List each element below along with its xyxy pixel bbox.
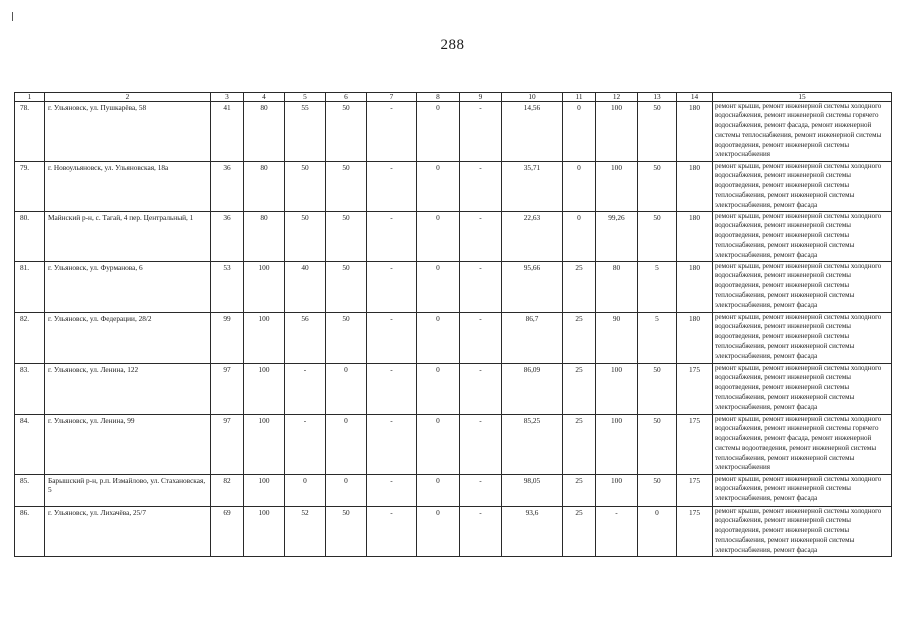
value-cell: - bbox=[285, 363, 326, 414]
value-cell: 80 bbox=[244, 161, 285, 211]
header-cell: 6 bbox=[326, 93, 367, 102]
works-cell: ремонт крыши, ремонт инженерной системы холодного водоснабжения, ремонт инженерной системы водоотведения, ремонт инженерной системы теплоснабжения, ремонт инженерной системы электроснабжения, ремонт фасада bbox=[713, 506, 892, 556]
value-cell: 175 bbox=[677, 363, 713, 414]
table-row bbox=[15, 363, 892, 414]
value-cell: 98,05 bbox=[502, 474, 563, 506]
address-cell: г. Ульяновск, ул. Лихачёва, 25/7 bbox=[45, 506, 211, 556]
row-number: 78. bbox=[15, 101, 45, 161]
value-cell: 25 bbox=[563, 474, 596, 506]
value-cell: 99 bbox=[211, 312, 244, 363]
value-cell: 80 bbox=[244, 211, 285, 261]
header-cell: 5 bbox=[285, 93, 326, 102]
table-row bbox=[15, 261, 892, 312]
value-cell: 180 bbox=[677, 312, 713, 363]
value-cell: - bbox=[460, 363, 502, 414]
value-cell: 22,63 bbox=[502, 211, 563, 261]
value-cell: 0 bbox=[326, 363, 367, 414]
header-cell: 4 bbox=[244, 93, 285, 102]
value-cell: 50 bbox=[638, 474, 677, 506]
page-number: 288 bbox=[440, 37, 465, 53]
value-cell: 25 bbox=[563, 261, 596, 312]
header-cell: 12 bbox=[596, 93, 638, 102]
value-cell: 50 bbox=[326, 506, 367, 556]
value-cell: 5 bbox=[638, 312, 677, 363]
value-cell: - bbox=[460, 101, 502, 161]
header-cell: 15 bbox=[713, 93, 892, 102]
table-row bbox=[15, 161, 892, 211]
value-cell: 0 bbox=[417, 414, 460, 474]
address-cell: г. Новоульяновск, ул. Ульяновская, 18а bbox=[45, 161, 211, 211]
value-cell: - bbox=[460, 261, 502, 312]
value-cell: 100 bbox=[244, 414, 285, 474]
value-cell: - bbox=[460, 506, 502, 556]
row-number: 79. bbox=[15, 161, 45, 211]
value-cell: 80 bbox=[244, 101, 285, 161]
row-number: 86. bbox=[15, 506, 45, 556]
works-cell: ремонт крыши, ремонт инженерной системы холодного водоснабжения, ремонт инженерной системы электроснабжения, ремонт фасада bbox=[713, 474, 892, 506]
value-cell: 25 bbox=[563, 506, 596, 556]
value-cell: 180 bbox=[677, 211, 713, 261]
address-cell: г. Ульяновск, ул. Федерации, 28/2 bbox=[45, 312, 211, 363]
value-cell: - bbox=[460, 312, 502, 363]
value-cell: - bbox=[367, 414, 417, 474]
value-cell: - bbox=[367, 312, 417, 363]
value-cell: - bbox=[460, 211, 502, 261]
value-cell: 14,56 bbox=[502, 101, 563, 161]
value-cell: 82 bbox=[211, 474, 244, 506]
value-cell: - bbox=[367, 474, 417, 506]
value-cell: - bbox=[367, 101, 417, 161]
row-number: 85. bbox=[15, 474, 45, 506]
value-cell: - bbox=[367, 363, 417, 414]
value-cell: 100 bbox=[596, 101, 638, 161]
header-cell: 13 bbox=[638, 93, 677, 102]
works-cell: ремонт крыши, ремонт инженерной системы холодного водоснабжения, ремонт инженерной системы водоотведения, ремонт инженерной системы теплоснабжения, ремонт инженерной системы электроснабжения, ремонт фасада bbox=[713, 363, 892, 414]
value-cell: - bbox=[367, 506, 417, 556]
value-cell: - bbox=[460, 474, 502, 506]
header-cell: 9 bbox=[460, 93, 502, 102]
row-number: 84. bbox=[15, 414, 45, 474]
address-cell: Майнский р-н, с. Тагай, 4 пер. Центральный, 1 bbox=[45, 211, 211, 261]
value-cell: 80 bbox=[596, 261, 638, 312]
address-cell: г. Ульяновск, ул. Фурманова, 6 bbox=[45, 261, 211, 312]
address-cell: г. Ульяновск, ул. Ленина, 122 bbox=[45, 363, 211, 414]
value-cell: 180 bbox=[677, 261, 713, 312]
value-cell: 175 bbox=[677, 474, 713, 506]
works-cell: ремонт крыши, ремонт инженерной системы холодного водоснабжения, ремонт инженерной системы водоотведения, ремонт инженерной системы теплоснабжения, ремонт инженерной системы электроснабжения, ремонт фасада bbox=[713, 161, 892, 211]
works-cell: ремонт крыши, ремонт инженерной системы холодного водоснабжения, ремонт инженерной системы горячего водоснабжения, ремонт фасада, ремонт инженерной системы теплоснабжения, ремонт инженерной системы водоотведения, ремонт инженерной системы электроснабжения bbox=[713, 101, 892, 161]
header-cell: 7 bbox=[367, 93, 417, 102]
value-cell: 50 bbox=[638, 414, 677, 474]
table-row bbox=[15, 414, 892, 474]
table-row bbox=[15, 312, 892, 363]
value-cell: 0 bbox=[417, 101, 460, 161]
header-cell: 10 bbox=[502, 93, 563, 102]
value-cell: 93,6 bbox=[502, 506, 563, 556]
scan-mark bbox=[12, 12, 13, 21]
value-cell: 50 bbox=[638, 211, 677, 261]
value-cell: 50 bbox=[638, 101, 677, 161]
header-row bbox=[15, 93, 892, 102]
value-cell: - bbox=[367, 261, 417, 312]
value-cell: 53 bbox=[211, 261, 244, 312]
value-cell: 175 bbox=[677, 414, 713, 474]
address-cell: г. Ульяновск, ул. Пушкарёва, 58 bbox=[45, 101, 211, 161]
value-cell: - bbox=[367, 161, 417, 211]
value-cell: 50 bbox=[285, 211, 326, 261]
works-cell: ремонт крыши, ремонт инженерной системы холодного водоснабжения, ремонт инженерной системы водоотведения, ремонт инженерной системы теплоснабжения, ремонт инженерной системы электроснабжения, ремонт фасада bbox=[713, 211, 892, 261]
value-cell: 99,26 bbox=[596, 211, 638, 261]
value-cell: 50 bbox=[326, 101, 367, 161]
value-cell: 100 bbox=[596, 474, 638, 506]
value-cell: 50 bbox=[638, 363, 677, 414]
value-cell: - bbox=[596, 506, 638, 556]
works-cell: ремонт крыши, ремонт инженерной системы холодного водоснабжения, ремонт инженерной системы водоотведения, ремонт инженерной системы теплоснабжения, ремонт инженерной системы электроснабжения, ремонт фасада bbox=[713, 312, 892, 363]
header-cell: 14 bbox=[677, 93, 713, 102]
works-cell: ремонт крыши, ремонт инженерной системы холодного водоснабжения, ремонт инженерной системы горячего водоснабжения, ремонт фасада, ремонт инженерной системы водоотведения, ремонт инженерной системы теплоснабжения, ремонт инженерной системы электроснабжения bbox=[713, 414, 892, 474]
header-cell: 3 bbox=[211, 93, 244, 102]
header-cell: 11 bbox=[563, 93, 596, 102]
value-cell: 55 bbox=[285, 101, 326, 161]
value-cell: - bbox=[285, 414, 326, 474]
value-cell: 25 bbox=[563, 363, 596, 414]
value-cell: 100 bbox=[244, 312, 285, 363]
value-cell: 5 bbox=[638, 261, 677, 312]
value-cell: 69 bbox=[211, 506, 244, 556]
value-cell: - bbox=[367, 211, 417, 261]
value-cell: 25 bbox=[563, 414, 596, 474]
value-cell: 0 bbox=[563, 161, 596, 211]
value-cell: 40 bbox=[285, 261, 326, 312]
value-cell: 35,71 bbox=[502, 161, 563, 211]
value-cell: 86,09 bbox=[502, 363, 563, 414]
value-cell: - bbox=[460, 161, 502, 211]
table-row bbox=[15, 506, 892, 556]
table-row bbox=[15, 474, 892, 506]
value-cell: 100 bbox=[596, 414, 638, 474]
header-cell: 1 bbox=[15, 93, 45, 102]
value-cell: 0 bbox=[417, 474, 460, 506]
value-cell: 36 bbox=[211, 211, 244, 261]
row-number: 80. bbox=[15, 211, 45, 261]
value-cell: 56 bbox=[285, 312, 326, 363]
value-cell: 0 bbox=[417, 312, 460, 363]
works-cell: ремонт крыши, ремонт инженерной системы холодного водоснабжения, ремонт инженерной системы водоотведения, ремонт инженерной системы теплоснабжения, ремонт инженерной системы электроснабжения, ремонт фасада bbox=[713, 261, 892, 312]
value-cell: 86,7 bbox=[502, 312, 563, 363]
value-cell: 100 bbox=[244, 363, 285, 414]
value-cell: 175 bbox=[677, 506, 713, 556]
value-cell: 180 bbox=[677, 161, 713, 211]
value-cell: 0 bbox=[417, 363, 460, 414]
value-cell: 0 bbox=[417, 506, 460, 556]
header-cell: 8 bbox=[417, 93, 460, 102]
address-cell: г. Ульяновск, ул. Ленина, 99 bbox=[45, 414, 211, 474]
address-cell: Барышский р-н, р.п. Измайлово, ул. Стахановская, 5 bbox=[45, 474, 211, 506]
value-cell: 0 bbox=[638, 506, 677, 556]
value-cell: 50 bbox=[285, 161, 326, 211]
value-cell: 90 bbox=[596, 312, 638, 363]
value-cell: 41 bbox=[211, 101, 244, 161]
row-number: 82. bbox=[15, 312, 45, 363]
value-cell: 25 bbox=[563, 312, 596, 363]
value-cell: 50 bbox=[326, 312, 367, 363]
value-cell: 97 bbox=[211, 363, 244, 414]
table-row bbox=[15, 211, 892, 261]
row-number: 83. bbox=[15, 363, 45, 414]
value-cell: 0 bbox=[417, 261, 460, 312]
value-cell: 52 bbox=[285, 506, 326, 556]
value-cell: 0 bbox=[563, 101, 596, 161]
value-cell: 180 bbox=[677, 101, 713, 161]
value-cell: 100 bbox=[596, 363, 638, 414]
value-cell: 50 bbox=[326, 211, 367, 261]
value-cell: 97 bbox=[211, 414, 244, 474]
value-cell: 0 bbox=[326, 474, 367, 506]
value-cell: 50 bbox=[638, 161, 677, 211]
buildings-table bbox=[14, 92, 891, 557]
value-cell: 85,25 bbox=[502, 414, 563, 474]
value-cell: 100 bbox=[244, 506, 285, 556]
value-cell: 0 bbox=[417, 161, 460, 211]
value-cell: 0 bbox=[326, 414, 367, 474]
value-cell: 36 bbox=[211, 161, 244, 211]
value-cell: 100 bbox=[596, 161, 638, 211]
value-cell: 100 bbox=[244, 261, 285, 312]
value-cell: 0 bbox=[563, 211, 596, 261]
value-cell: 0 bbox=[417, 211, 460, 261]
table-row bbox=[15, 101, 892, 161]
header-cell: 2 bbox=[45, 93, 211, 102]
value-cell: - bbox=[460, 414, 502, 474]
value-cell: 95,66 bbox=[502, 261, 563, 312]
value-cell: 0 bbox=[285, 474, 326, 506]
value-cell: 50 bbox=[326, 261, 367, 312]
row-number: 81. bbox=[15, 261, 45, 312]
value-cell: 100 bbox=[244, 474, 285, 506]
value-cell: 50 bbox=[326, 161, 367, 211]
